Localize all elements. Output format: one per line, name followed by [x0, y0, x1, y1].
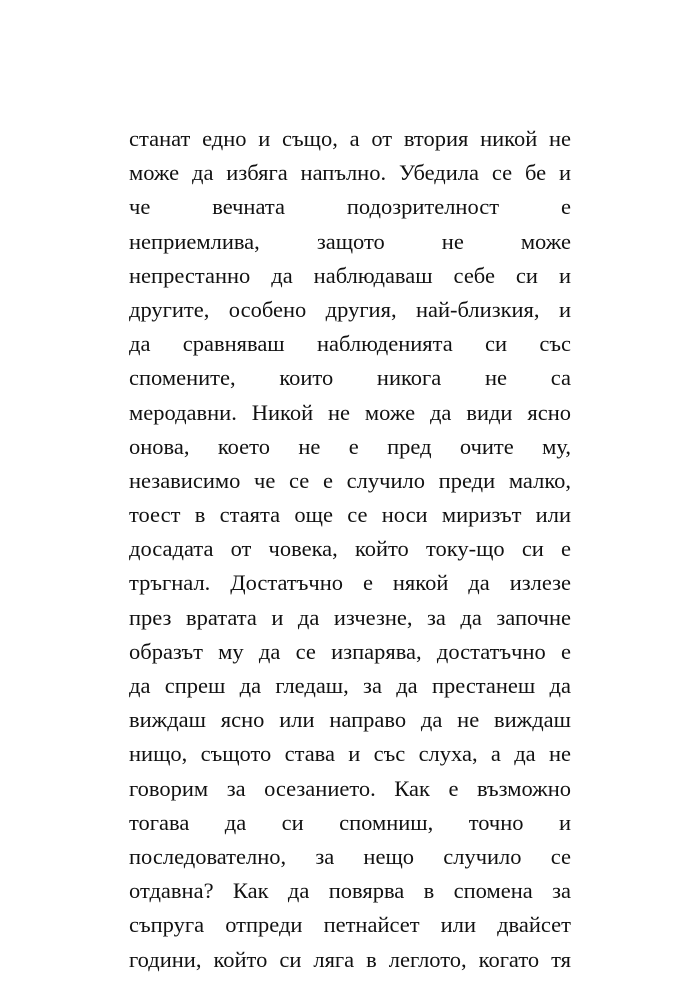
text-line-3: че вечната подозрителност е — [129, 194, 571, 220]
text-line-13: досадата от човека, който току-що си е — [129, 536, 571, 562]
text-line-24: съпруга отпреди петнайсет или двайсет — [129, 912, 571, 938]
text-line-12: тоест в стаята още се носи миризът или — [129, 502, 571, 528]
text-line-6: другите, особено другия, най-близкия, и — [129, 296, 571, 322]
body-text — [129, 122, 571, 977]
text-line-22: последователно, за нещо случило се — [129, 843, 571, 869]
text-line-20: говорим за осезанието. Как е възможно — [129, 775, 571, 801]
text-line-4: неприемлива, защото не може — [129, 228, 571, 254]
text-line-10: онова, което не е пред очите му, — [129, 433, 571, 459]
text-line-9: меродавни. Никой не може да види ясно — [129, 399, 571, 425]
text-line-17: да спреш да гледаш, за да престанеш да — [129, 673, 571, 698]
text-line-18: виждаш ясно или направо да не виждаш — [129, 707, 571, 733]
text-line-25: години, който си ляга в леглото, когато тя — [129, 946, 571, 972]
text-line-14: тръгнал. Достатъчно е някой да излезе — [129, 570, 571, 596]
text-line-11: независимо че се е случило преди малко, — [129, 467, 571, 493]
text-line-7: да сравняваш наблюденията си със — [129, 331, 571, 357]
text-line-1: станат едно и също, а от втория никой не — [129, 126, 571, 151]
text-line-8: спомените, които никога не са — [129, 365, 571, 391]
text-line-19: нищо, същото става и със слуха, а да не — [129, 741, 571, 767]
text-line-2: може да избяга напълно. Убедила се бе и — [129, 160, 571, 186]
text-line-5: непрестанно да наблюдаваш себе си и — [129, 262, 571, 288]
text-line-15: през вратата и да изчезне, за да започне — [129, 604, 571, 630]
text-line-21: тогава да си спомниш, точно и — [129, 809, 571, 835]
text-line-23: отдавна? Как да повярва в спомена за — [129, 878, 571, 904]
text-line-16: образът му да се изпарява, достатъчно е — [129, 638, 571, 664]
